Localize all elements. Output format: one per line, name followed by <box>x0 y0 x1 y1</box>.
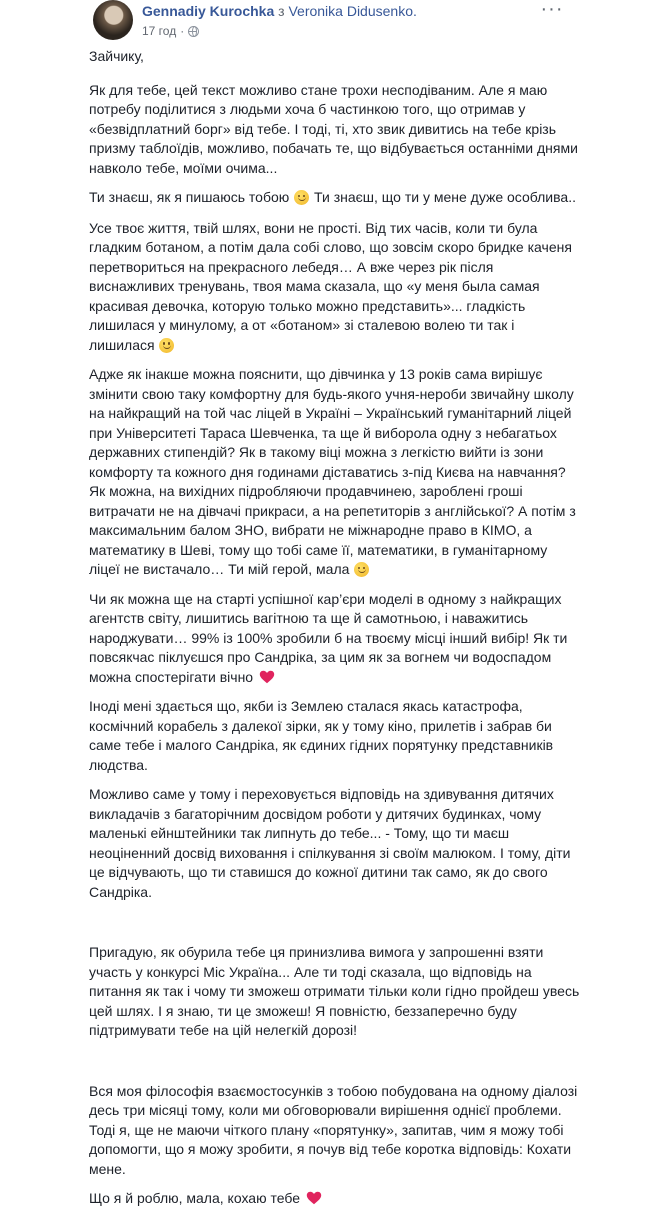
heart-emoji-icon <box>306 1191 322 1205</box>
more-options-button[interactable] <box>540 0 564 20</box>
paragraph-3 <box>89 219 581 356</box>
with-text: з <box>274 3 289 19</box>
greeting-paragraph: Зайчику, <box>89 48 144 64</box>
paragraph-5 <box>89 590 581 688</box>
heart-emoji-icon <box>259 670 275 684</box>
paragraph-9: Вся моя філософія взаємостосунків з тобою побудована на одному діалозі десь три місяці тому, коли ми обговорювали вирішення однієї проблеми. Тоді я, ще не маючи чіткого плану «порятунку», запитав, чим я можу тобі допомогти, що я можу зробити, я почув від тебе коротка відповідь: Кохати мене. <box>89 1082 578 1177</box>
author-avatar[interactable] <box>93 0 133 40</box>
paragraph-5-text: Чи як можна ще на старті успішної кар’єри моделі в одному з найкращих агентств світу, лишитись вагітною та ще й самотньою, і наважитись народжувати… 99% із 100% зробили б на твоєму місці інший вибір! Як ти повсякчас піклуєшся про Сандріка, за цим як за вогнем чи водоспадом можна спостерігати вічно <box>89 590 568 685</box>
paragraph-4-text: Адже як інакше можна пояснити, що дівчинка у 13 років сама вирішує змінити свою таку комфортну для будь-якого учня-нероби звичайну школу на найкращий на той час ліцей в Україні – Український гуманітарний ліцей при Університеті Тараса Шевченка, та ще й виборола одну з небагатьох державних стипендій? Як в такому віці можна з легкістю вийти із зони комфорту та кожного дня годинами діставатись з-під Києва на навчання? Як можна, на вихідних підробляючи продавчинею, зароблені гроші витрачати не на дівчачі прикраси, а на репетиторів з англійської? А потім з максимальним балом ЗНО, вибрати не міжнародне право в КІМО, а математику в Шеві, тому що тобі саме її, математики, в гуманітарному ліцеї не вистачало… Ти мій герой, мала <box>89 366 576 577</box>
more-horizontal-icon: ··· <box>540 0 564 20</box>
paragraph-3-text: Усе твоє життя, твій шлях, вони не прості. Від тих часів, коли ти була гладким ботаном, а потім дала собі слово, що зовсім скоро бридке каченя перетвориться на прекрасного лебедя… А вже через рік після виснажливих тренувань, твоя мама сказала, що «у меня была самая красивая девочка, которую только можно представить»... гладкість лишилася у минулому, а от «ботаном» зі сталевою волею ти так і лишилася <box>89 219 572 353</box>
globe-icon[interactable] <box>188 26 199 37</box>
smile-emoji-icon <box>294 190 309 205</box>
tagged-person-link[interactable]: Veronika Didusenko. <box>288 3 417 19</box>
paragraph-10-text: Що я й роблю, мала, кохаю тебе <box>89 1190 304 1206</box>
author-line <box>142 3 417 20</box>
paragraph-10 <box>89 1189 581 1209</box>
paragraph-2-text-b: Ти знаєш, що ти у мене дуже особлива.. <box>310 189 576 205</box>
paragraph-2-text-a: Ти знаєш, як я пишаюсь тобою <box>89 189 294 205</box>
post-meta <box>142 23 199 39</box>
paragraph-8: Пригадую, як обурила тебе ця принизлива вимога у запрошенні взяти участь у конкурсі Міс Україна... Але ти тоді сказала, що відповідь на питання як так і чому ти зможеш отримати тільки коли гідно пройдеш увесь цей шлях. І я знаю, ти це зможеш! Я повністю, беззаперечно буду підтримувати тебе на цій нелегкій дорозі! <box>89 944 580 1038</box>
paragraph-1: Як для тебе, цей текст можливо стане трохи несподіваним. Але я маю потребу поділитися з людьми хоча б частинкою того, що отримав у «безвідплатний борг» від тебе. І тоді, ті, хто звик дивитись на тебе крізь призму таблоїдів, можливо, побачать те, що відбувається останніми днями навколо тебе, моїми очима... <box>89 81 578 176</box>
post-header <box>0 0 650 44</box>
post-timestamp[interactable]: 17 год <box>142 24 177 38</box>
paragraph-2 <box>89 188 581 208</box>
paragraph-4 <box>89 365 581 580</box>
smile-emoji-icon <box>354 562 369 577</box>
post-text <box>89 47 581 1209</box>
author-name-link[interactable]: Gennadiy Kurochka <box>142 3 275 19</box>
paragraph-7: Можливо саме у тому і переховується відповідь на здивування дитячих викладачів з багаторічним досвідом роботи у дитячих будинках, чому маленькі ейнштейники так липнуть до тебе... - Тому, що ти маєш неоціненний досвід виховання і спілкування зі своїм малюком. І тому, діти це відчувають, що ти ставишся до кожної дитини так само, як до свого Сандріка. <box>89 786 571 900</box>
smile-emoji-icon <box>159 338 174 353</box>
meta-separator: · <box>180 24 185 38</box>
paragraph-6: Іноді мені здається що, якби із Землею сталася якась катастрофа, космічний корабель з далекої зірки, як у тому кіно, прилетів і забрав би саме тебе і малого Сандріка, як єдиних гідних порятунку представників людства. <box>89 698 554 773</box>
